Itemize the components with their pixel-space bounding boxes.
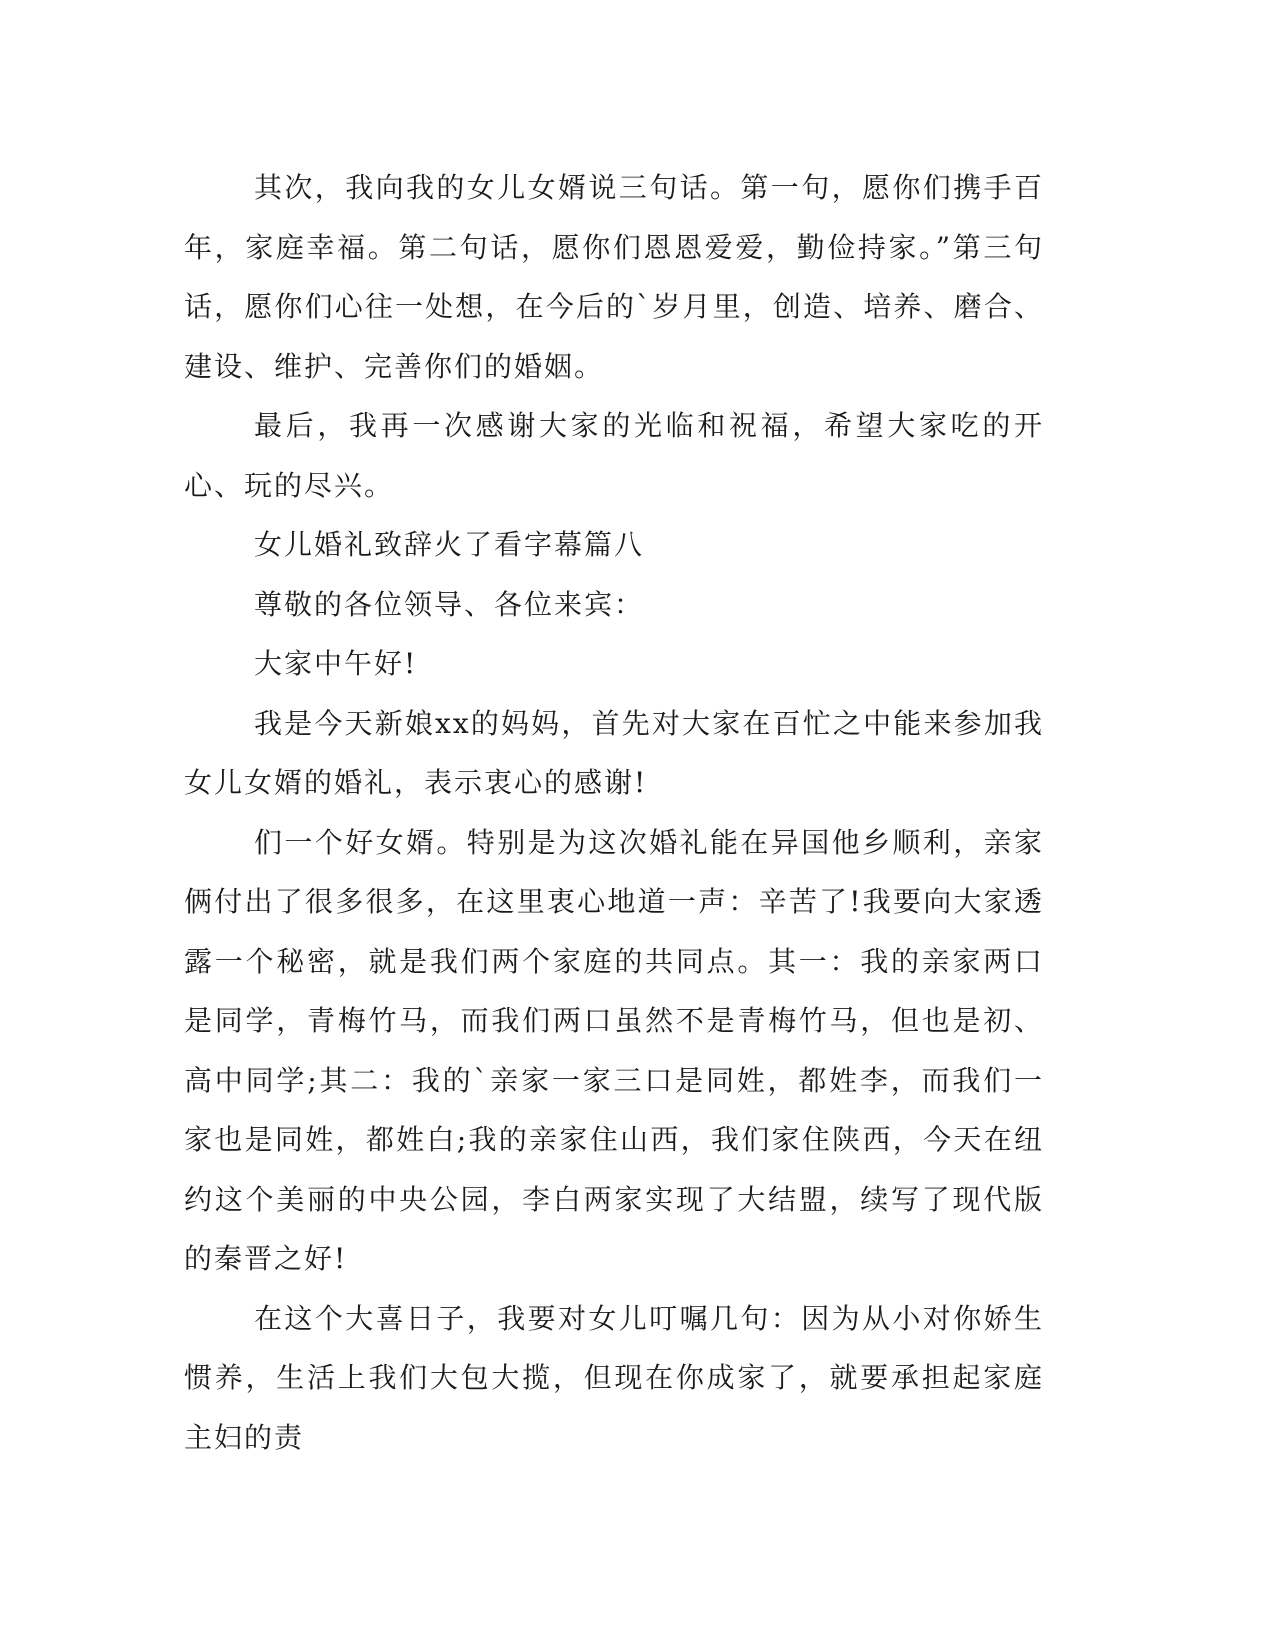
- document-body: [184, 158, 1044, 1467]
- paragraph-closing-advice: 其次，我向我的女儿女婿说三句话。第一句，愿你们携手百年，家庭幸福。第二句话，愿你们恩恩爱爱，勤俭持家。”第三句话，愿你们心往一处想，在今后的`岁月里，创造、培养、磨合、建设、维护、完善你们的婚姻。: [184, 171, 1044, 383]
- greeting: 大家中午好!: [254, 647, 418, 680]
- section-heading: 女儿婚礼致辞火了看字幕篇八: [254, 528, 645, 561]
- paragraph-final-thanks: 最后，我再一次感谢大家的光临和祝福，希望大家吃的开心、玩的尽兴。: [184, 409, 1044, 502]
- paragraph-family-story: 们一个好女婿。特别是为这次婚礼能在异国他乡顺利，亲家俩付出了很多很多，在这里衷心地道一声：辛苦了!我要向大家透露一个秘密，就是我们两个家庭的共同点。其一：我的亲家两口是同学，青梅竹马，而我们两口虽然不是青梅竹马，但也是初、高中同学;其二：我的`亲家一家三口是同姓，都姓李，而我们一家也是同姓，都姓白;我的亲家住山西，我们家住陕西，今天在纽约这个美丽的中央公园，李白两家实现了大结盟，续写了现代版的秦晋之好!: [184, 825, 1044, 1275]
- paragraph-introduction: 我是今天新娘xx的妈妈，首先对大家在百忙之中能来参加我女儿女婿的婚礼，表示衷心的感谢!: [184, 706, 1044, 799]
- salutation: 尊敬的各位领导、各位来宾：: [254, 587, 645, 621]
- paragraph-advice-to-daughter: 在这个大喜日子，我要对女儿叮嘱几句：因为从小对你娇生惯养，生活上我们大包大揽，但现在你成家了，就要承担起家庭主妇的责: [184, 1301, 1044, 1454]
